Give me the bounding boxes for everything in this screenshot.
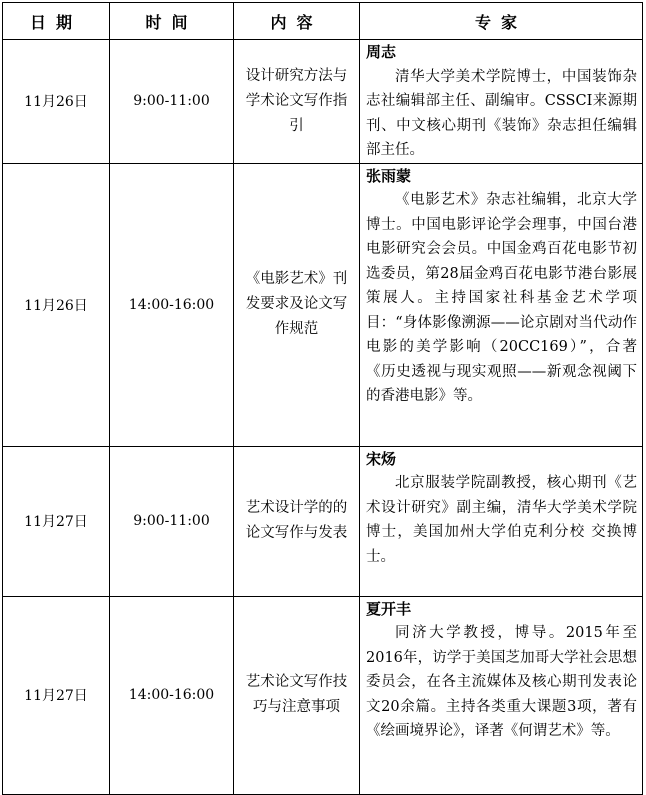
table-row (3, 596, 643, 794)
session-topic: 设计研究方法与学术论文写作指引 (234, 40, 360, 164)
header-topic: 内容 (234, 3, 360, 40)
expert-cell (360, 163, 643, 446)
table-row (3, 446, 643, 596)
session-time: 9:00-11:00 (110, 40, 234, 164)
schedule-table (2, 2, 643, 795)
expert-name: 张雨蒙 (366, 166, 412, 185)
expert-name: 周志 (366, 43, 397, 61)
session-topic: 艺术论文写作技巧与注意事项 (234, 596, 360, 794)
session-topic: 艺术设计学的的论文写作与发表 (234, 446, 360, 596)
expert-name: 宋炀 (366, 449, 397, 468)
session-time: 14:00-16:00 (110, 596, 234, 794)
session-time: 9:00-11:00 (110, 446, 234, 596)
session-date: 11月26日 (3, 163, 110, 446)
header-expert: 专家 (360, 3, 643, 40)
session-date: 11月26日 (3, 40, 110, 164)
header-time: 时间 (110, 3, 234, 40)
header-date: 日期 (3, 3, 110, 40)
session-date: 11月27日 (3, 446, 110, 596)
table-row (3, 40, 643, 164)
expert-cell (360, 596, 643, 794)
table-row (3, 163, 643, 446)
expert-name: 夏开丰 (366, 599, 412, 618)
session-topic: 《电影艺术》刊发要求及论文写作规范 (234, 163, 360, 446)
header-row (3, 3, 643, 40)
expert-bio: 同济大学教授，博导。2015年至2016年，访学于美国芝加哥大学社会思想委员会，在各主流媒体及核心期刊发表论文20余篇。主持各类重大课题3项，著有《绘画境界论》，译著《何谓艺术》等。 (366, 625, 637, 739)
expert-bio: 北京服装学院副教授，核心期刊《艺术设计研究》副主编，清华大学美术学院博士，美国加州大学伯克利分校 交换博士。 (366, 475, 637, 565)
session-date: 11月27日 (3, 596, 110, 794)
expert-bio: 清华大学美术学院博士，中国装饰杂志社编辑部主任、副编审。CSSCI来源期刊、中文核心期刊《装饰》杂志担任编辑部主任。 (366, 68, 637, 158)
expert-cell (360, 446, 643, 596)
expert-cell (360, 40, 643, 164)
session-time: 14:00-16:00 (110, 163, 234, 446)
expert-bio: 《电影艺术》杂志社编辑，北京大学博士。中国电影评论学会理事，中国台港电影研究会会员。中国金鸡百花电影节初选委员，第28届金鸡百花电影节港台影展策展人。主持国家社科基金艺术学项目：“身体影像溯源——论京剧对当代动作电影的美学影响（20CC169）”，合著《历史透视与现实观照——新观念视阈下的香港电影》等。 (366, 192, 637, 404)
